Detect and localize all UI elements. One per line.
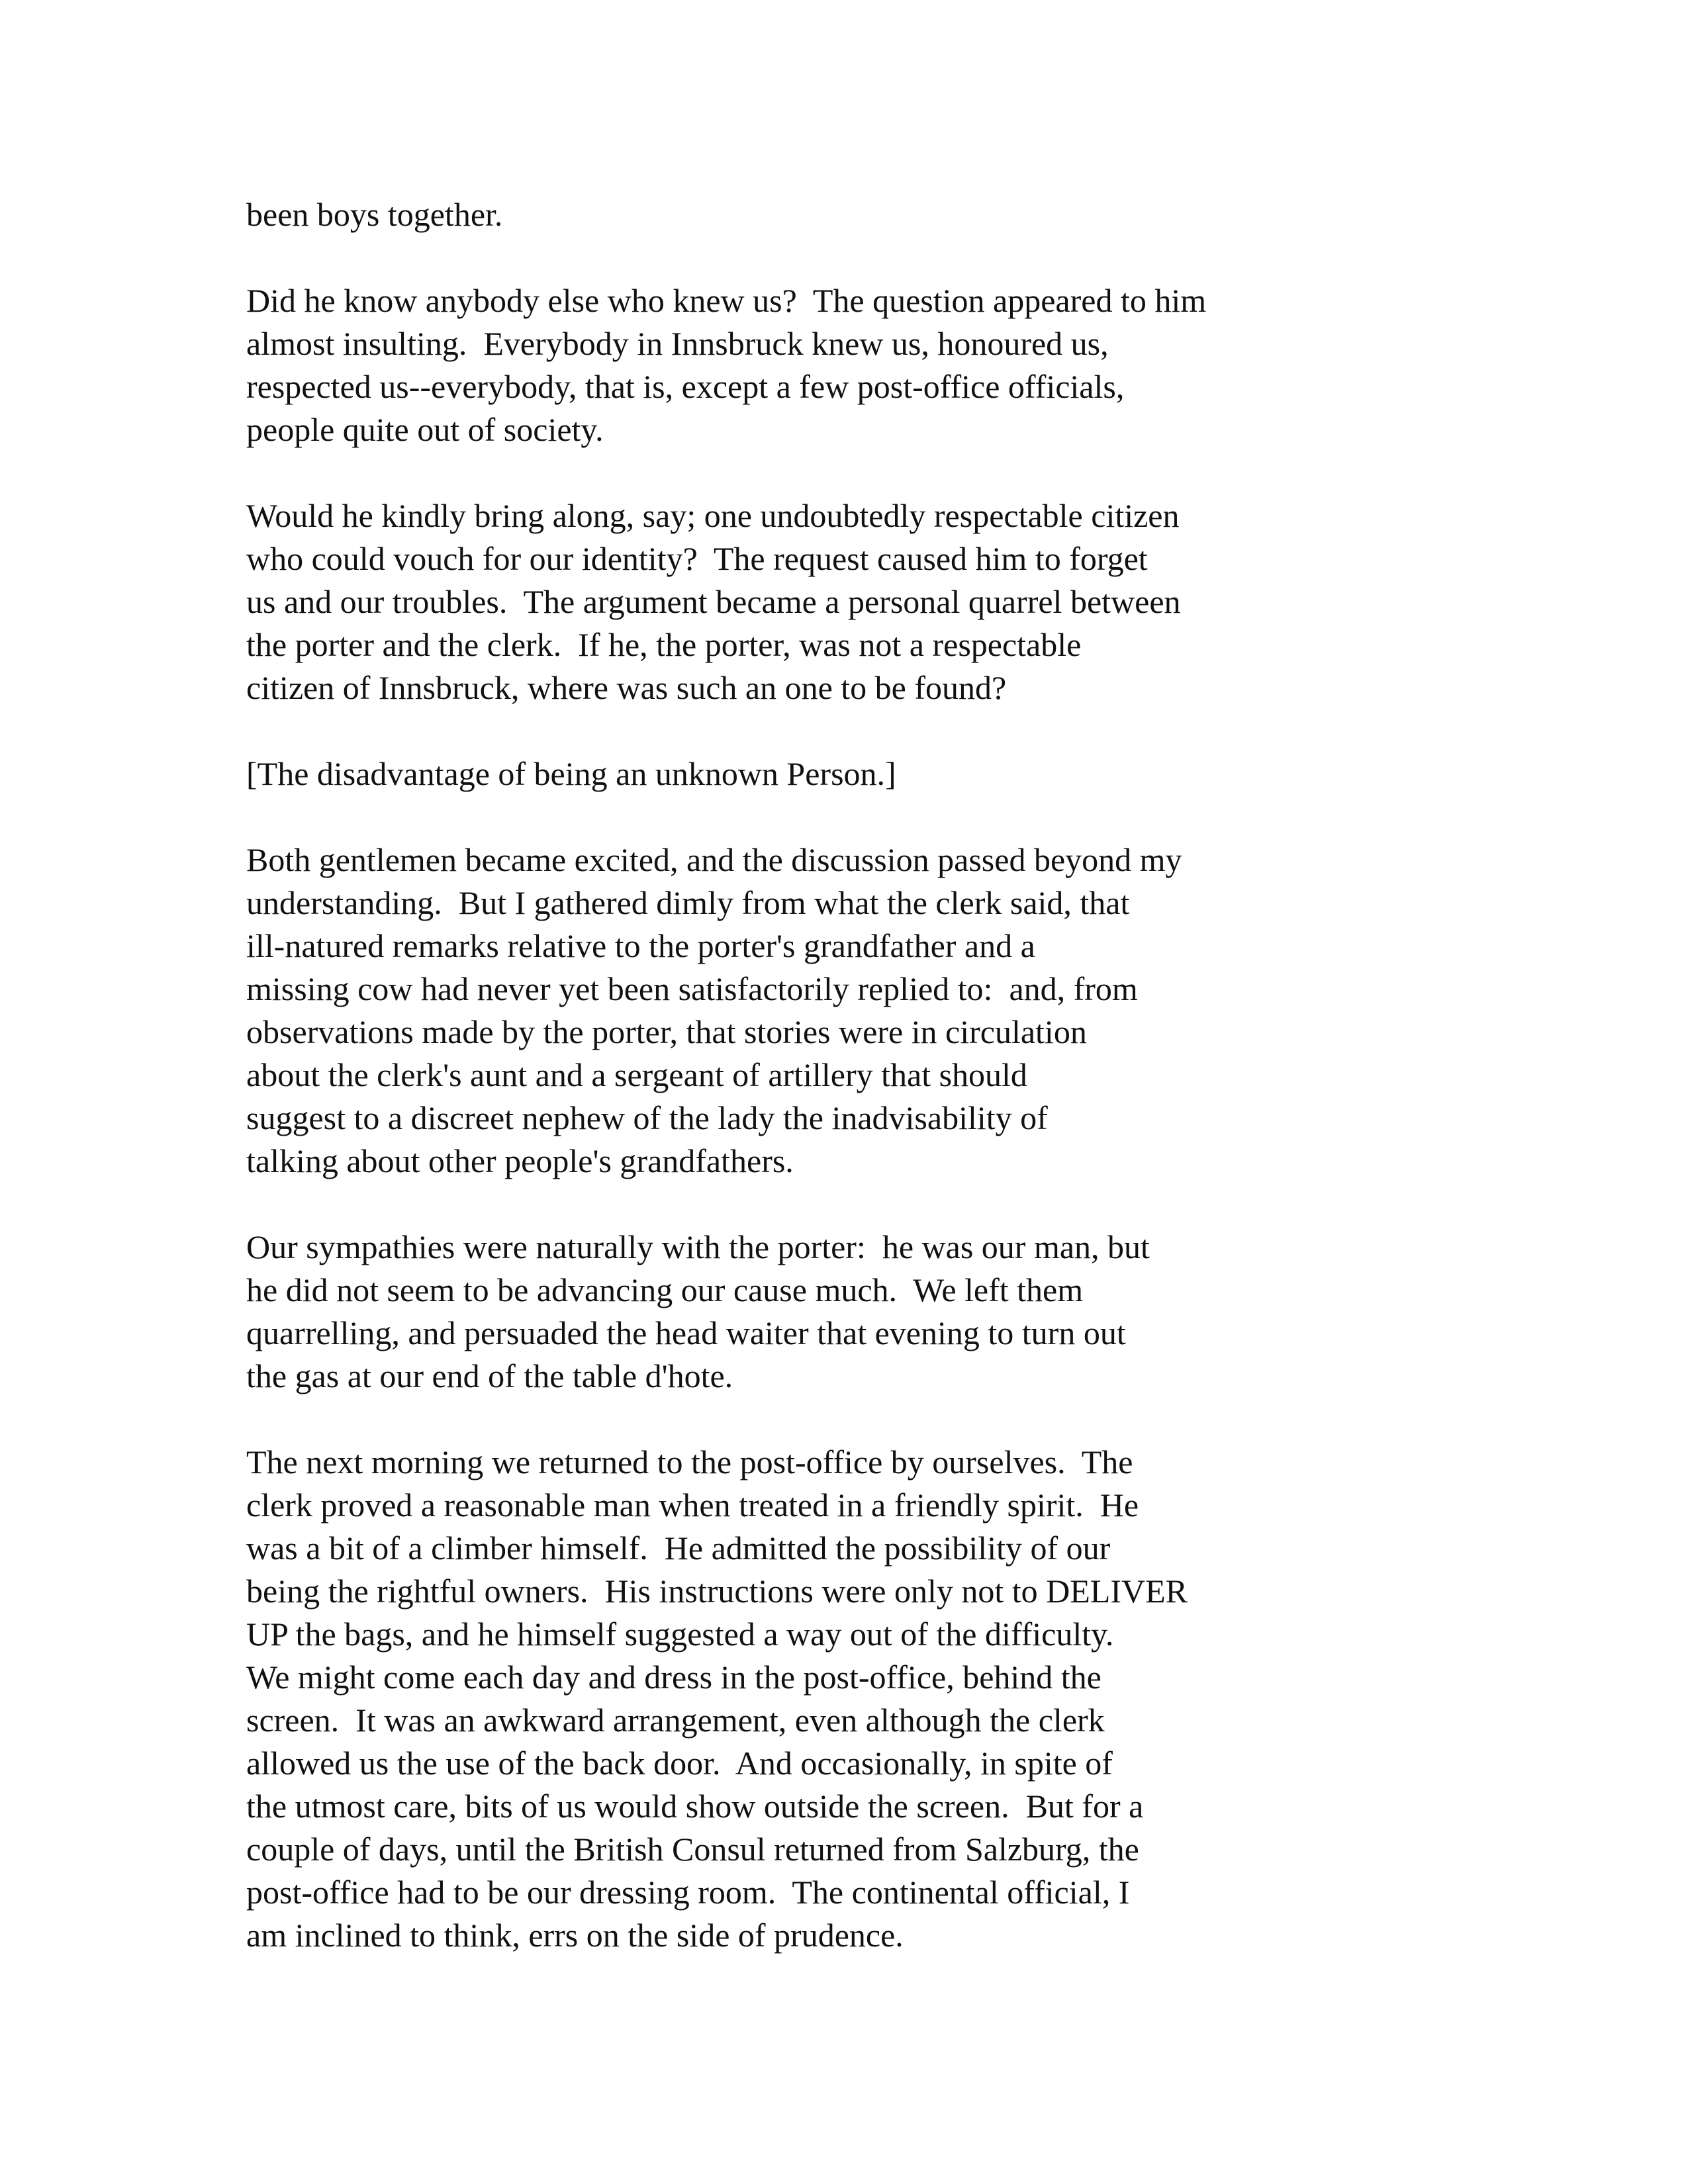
paragraph <box>246 1226 1570 1398</box>
paragraph <box>246 839 1570 1183</box>
paragraph <box>246 752 1570 796</box>
text-line: he did not seem to be advancing our cause much. We left them <box>246 1271 1084 1308</box>
paragraph <box>246 279 1570 451</box>
text-line: missing cow had never yet been satisfactorily replied to: and, from <box>246 970 1138 1007</box>
text-line: observations made by the porter, that stories were in circulation <box>246 1013 1087 1050</box>
text-line: Would he kindly bring along, say; one undoubtedly respectable citizen <box>246 497 1180 534</box>
text-line: talking about other people's grandfathers. <box>246 1142 794 1179</box>
text-line: Did he know anybody else who knew us? The question appeared to him <box>246 282 1207 319</box>
text-line: allowed us the use of the back door. And occasionally, in spite of <box>246 1745 1113 1782</box>
text-line: post-office had to be our dressing room. The continental official, I <box>246 1874 1130 1911</box>
text-line: couple of days, until the British Consul returned from Salzburg, the <box>246 1831 1139 1868</box>
paragraph <box>246 1441 1570 1957</box>
text-line: the porter and the clerk. If he, the porter, was not a respectable <box>246 626 1082 663</box>
text-line: was a bit of a climber himself. He admitted the possibility of our <box>246 1529 1111 1567</box>
text-line: We might come each day and dress in the post-office, behind the <box>246 1659 1102 1696</box>
text-body <box>246 193 1570 2000</box>
text-line: understanding. But I gathered dimly from what the clerk said, that <box>246 884 1130 921</box>
text-line: been boys together. <box>246 196 503 233</box>
text-line: respected us--everybody, that is, except a few post-office officials, <box>246 368 1125 405</box>
text-line: screen. It was an awkward arrangement, even although the clerk <box>246 1702 1105 1739</box>
text-line: Both gentlemen became excited, and the discussion passed beyond my <box>246 841 1182 878</box>
text-line: am inclined to think, errs on the side of prudence. <box>246 1917 904 1954</box>
text-line: being the rightful owners. His instructions were only not to DELIVER <box>246 1572 1188 1610</box>
text-line: Our sympathies were naturally with the porter: he was our man, but <box>246 1228 1150 1265</box>
text-line: about the clerk's aunt and a sergeant of artillery that should <box>246 1056 1027 1093</box>
text-line: us and our troubles. The argument became a personal quarrel between <box>246 583 1181 620</box>
text-line: the gas at our end of the table d'hote. <box>246 1357 733 1394</box>
text-line: [The disadvantage of being an unknown Person.] <box>246 755 896 792</box>
text-line: who could vouch for our identity? The request caused him to forget <box>246 540 1148 577</box>
text-line: UP the bags, and he himself suggested a way out of the difficulty. <box>246 1615 1114 1653</box>
text-line: the utmost care, bits of us would show outside the screen. But for a <box>246 1788 1144 1825</box>
text-line: suggest to a discreet nephew of the lady the inadvisability of <box>246 1099 1048 1136</box>
text-line: almost insulting. Everybody in Innsbruck knew us, honoured us, <box>246 325 1109 362</box>
text-line: people quite out of society. <box>246 411 604 448</box>
text-line: quarrelling, and persuaded the head waiter that evening to turn out <box>246 1314 1126 1351</box>
paragraph <box>246 193 1570 236</box>
text-line: clerk proved a reasonable man when treated in a friendly spirit. He <box>246 1486 1139 1524</box>
paragraph <box>246 494 1570 709</box>
text-line: ill-natured remarks relative to the porter's grandfather and a <box>246 927 1035 964</box>
text-line: The next morning we returned to the post-office by ourselves. The <box>246 1443 1133 1480</box>
text-line: citizen of Innsbruck, where was such an one to be found? <box>246 669 1007 706</box>
